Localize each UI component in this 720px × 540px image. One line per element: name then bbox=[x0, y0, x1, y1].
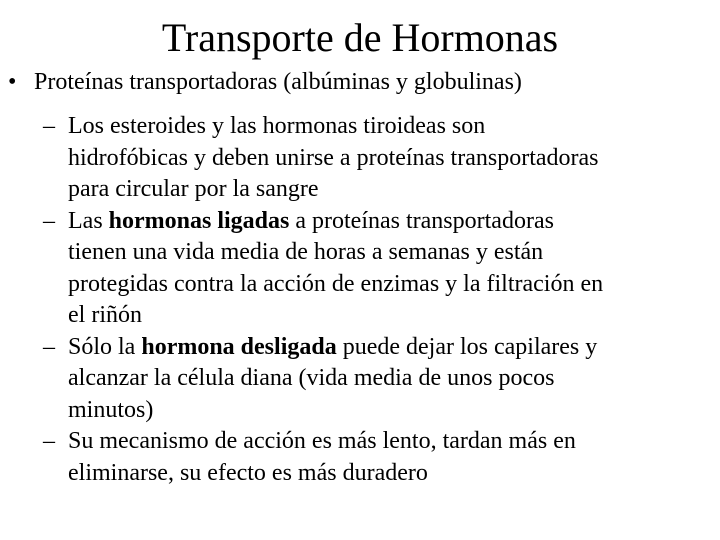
sub-bullet-item bbox=[43, 332, 698, 427]
item-line: el riñón bbox=[68, 302, 142, 328]
item-line: Su mecanismo de acción es más lento, tardan más en bbox=[68, 428, 576, 454]
sub-bullet-item bbox=[43, 206, 698, 332]
item-text: Sólo la bbox=[68, 333, 142, 360]
item-line: protegidas contra la acción de enzimas y la filtración en bbox=[68, 270, 604, 297]
item-first-line bbox=[68, 332, 698, 364]
item-first-line bbox=[68, 206, 698, 238]
dash-marker: – bbox=[43, 207, 55, 234]
item-text: a proteínas transportadoras bbox=[289, 207, 554, 234]
main-bullet-text: Proteínas transportadoras (albúminas y globulinas) bbox=[34, 69, 522, 95]
dash-marker: – bbox=[43, 113, 55, 139]
item-text: puede dejar los capilares y bbox=[336, 333, 598, 360]
dash-marker: – bbox=[43, 428, 55, 454]
slide-title: Transporte de Hormonas bbox=[161, 15, 559, 60]
item-line: minutos) bbox=[68, 396, 154, 423]
sub-bullet-item bbox=[43, 426, 698, 489]
item-line: Los esteroides y las hormonas tiroideas son bbox=[68, 113, 486, 139]
item-line: hidrofóbicas y deben unirse a proteínas transportadoras bbox=[68, 144, 599, 171]
item-line: para circular por la sangre bbox=[68, 176, 319, 202]
bold-term: hormonas ligadas bbox=[108, 207, 290, 234]
bullet-marker: • bbox=[8, 69, 17, 95]
sub-bullet-list bbox=[0, 111, 720, 489]
item-line: alcanzar la célula diana (vida media de unos pocos bbox=[68, 365, 555, 391]
bold-term: hormona desligada bbox=[141, 333, 337, 360]
item-text: Las bbox=[68, 207, 109, 234]
item-line: eliminarse, su efecto es más duradero bbox=[68, 459, 428, 486]
dash-marker: – bbox=[43, 333, 55, 360]
sub-bullet-item bbox=[43, 111, 698, 206]
item-line: tienen una vida media de horas a semanas y están bbox=[68, 239, 544, 265]
